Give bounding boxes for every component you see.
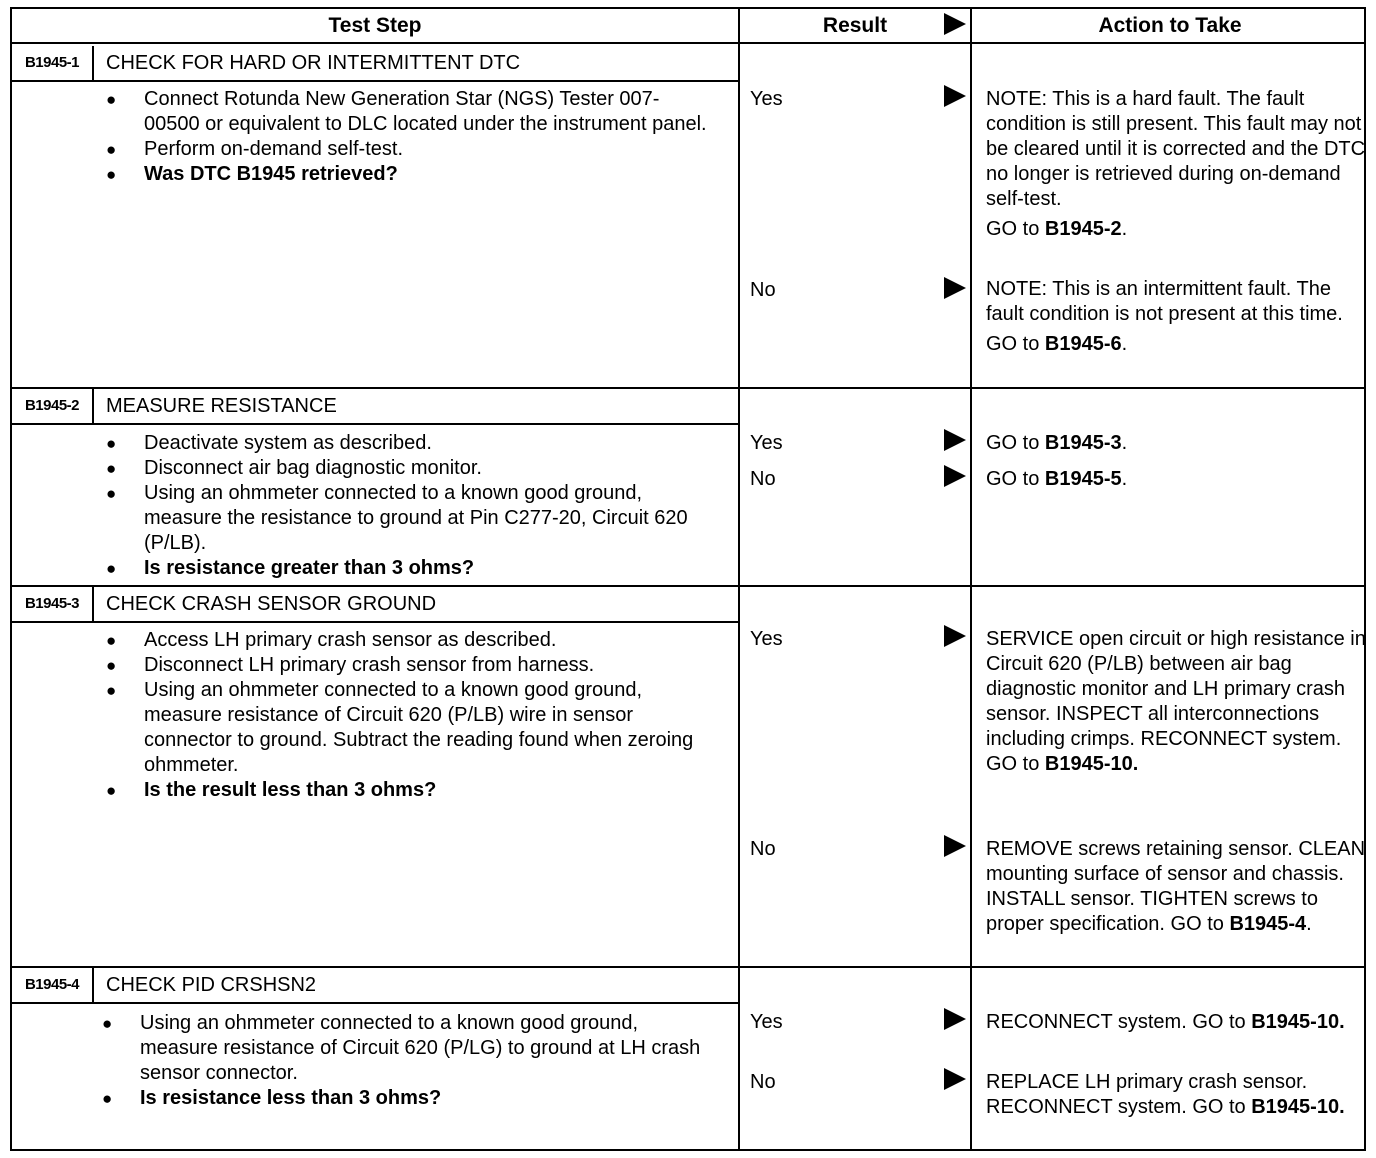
- step-title: CHECK PID CRSHSN2: [106, 974, 317, 996]
- goto-prefix: GO to: [986, 468, 1045, 490]
- step-header: [12, 587, 738, 623]
- action-text: [986, 277, 1366, 357]
- bullet-item: ● Access LH primary crash sensor as described.: [100, 628, 710, 653]
- bullet-item: ● Disconnect LH primary crash sensor from harness.: [100, 653, 710, 678]
- goto-ref: B1945-3: [1044, 432, 1122, 454]
- arrow-right-icon: [944, 1008, 966, 1030]
- goto-suffix: .: [1339, 1011, 1345, 1033]
- step-header: [12, 46, 738, 82]
- step-bullets: [100, 431, 710, 581]
- arrow-right-icon: [944, 13, 966, 35]
- action-goto: [986, 467, 1366, 492]
- result-label: Yes: [750, 432, 783, 454]
- goto-prefix: GO to: [986, 432, 1045, 454]
- header-test-step: Test Step: [328, 14, 422, 37]
- action-text: [986, 87, 1366, 242]
- goto-ref: B1945-10: [1251, 1011, 1340, 1033]
- goto-suffix: .: [1121, 432, 1128, 454]
- bullet-question: ● Is the result less than 3 ohms?: [100, 778, 710, 803]
- step-bullets: [100, 628, 710, 803]
- goto-prefix: GO to: [986, 333, 1045, 355]
- bullet-item: ● Disconnect air bag diagnostic monitor.: [100, 456, 710, 481]
- goto-ref: B1945-2: [1044, 218, 1122, 240]
- result-label: No: [750, 468, 776, 490]
- action-text: [986, 837, 1366, 937]
- action-text: [986, 1010, 1366, 1035]
- result-label: No: [750, 279, 776, 301]
- action-note: REPLACE LH primary crash sensor. RECONNECT system. GO to: [986, 1071, 1308, 1118]
- arrow-right-icon: [944, 277, 966, 299]
- step-id: B1945-2: [12, 389, 94, 423]
- action-text: [986, 627, 1366, 777]
- diagnostic-table: [10, 7, 1366, 1151]
- bullet-question: ● Is resistance greater than 3 ohms?: [100, 556, 710, 581]
- goto-ref: B1945-10: [1251, 1096, 1340, 1118]
- step-header: [12, 968, 738, 1004]
- result-label: Yes: [750, 1011, 783, 1033]
- column-divider-result: [738, 9, 740, 1149]
- step-title: CHECK FOR HARD OR INTERMITTENT DTC: [106, 52, 521, 74]
- header-result: Result: [822, 14, 888, 37]
- action-goto: [986, 431, 1366, 456]
- action-note: SERVICE open circuit or high resistance in Circuit 620 (P/LB) between air bag diagnostic monitor and LH primary crash sensor. INSPECT all interconnections including crimps. RECONNECT system. GO to: [986, 628, 1366, 775]
- goto-suffix: .: [1339, 1096, 1345, 1118]
- action-note: NOTE: This is a hard fault. The fault condition is still present. This fault may not be cleared until it is corrected and the DTC no longer is retrieved during on-demand self-test.: [986, 88, 1366, 210]
- result-label: No: [750, 838, 776, 860]
- goto-suffix: .: [1132, 753, 1139, 775]
- result-label: No: [750, 1071, 776, 1093]
- bullet-item: ● Using an ohmmeter connected to a known good ground, measure resistance of Circuit 620 (P/LB) wire in sensor connector to ground. Subtract the reading found when zeroing ohmmeter.: [100, 678, 710, 778]
- bullet-question: ● Was DTC B1945 retrieved?: [100, 162, 710, 187]
- arrow-right-icon: [944, 835, 966, 857]
- action-text: [986, 1070, 1366, 1120]
- step-bullets: [96, 1011, 716, 1111]
- bullet-item: ● Using an ohmmeter connected to a known good ground, measure the resistance to ground at Pin C277-20, Circuit 620 (P/LB).: [100, 481, 710, 556]
- action-note: REMOVE screws retaining sensor. CLEAN mounting surface of sensor and chassis. INSTALL sensor. TIGHTEN screws to proper specification. GO to: [986, 838, 1366, 935]
- goto-ref: B1945-6: [1044, 333, 1122, 355]
- step-header: [12, 389, 738, 425]
- step-bullets: [100, 87, 710, 187]
- action-note: RECONNECT system. GO to: [986, 1011, 1252, 1033]
- column-divider-action: [970, 9, 972, 1149]
- header-action: Action to Take: [1098, 14, 1242, 37]
- arrow-right-icon: [944, 429, 966, 451]
- bullet-item: ● Perform on-demand self-test.: [100, 137, 710, 162]
- goto-suffix: .: [1306, 913, 1312, 935]
- goto-ref: B1945-10: [1044, 753, 1133, 775]
- arrow-right-icon: [944, 625, 966, 647]
- goto-ref: B1945-4: [1229, 913, 1307, 935]
- step-title: CHECK CRASH SENSOR GROUND: [106, 593, 437, 615]
- bullet-item: ● Connect Rotunda New Generation Star (NGS) Tester 007-00500 or equivalent to DLC located under the instrument panel.: [100, 87, 710, 137]
- action-note: NOTE: This is an intermittent fault. The fault condition is not present at this time.: [986, 278, 1343, 325]
- goto-ref: B1945-5: [1044, 468, 1122, 490]
- goto-suffix: .: [1121, 218, 1128, 240]
- step-title: MEASURE RESISTANCE: [106, 395, 337, 417]
- bullet-question: ● Is resistance less than 3 ohms?: [96, 1086, 716, 1111]
- goto-suffix: .: [1121, 468, 1128, 490]
- arrow-right-icon: [944, 1068, 966, 1090]
- result-label: Yes: [750, 628, 783, 650]
- result-label: Yes: [750, 88, 783, 110]
- bullet-item: ● Deactivate system as described.: [100, 431, 710, 456]
- goto-suffix: .: [1121, 333, 1128, 355]
- step-id: B1945-1: [12, 46, 94, 80]
- arrow-right-icon: [944, 465, 966, 487]
- step-id: B1945-3: [12, 587, 94, 621]
- action-goto: [986, 217, 1366, 242]
- arrow-right-icon: [944, 85, 966, 107]
- step-id: B1945-4: [12, 968, 94, 1002]
- bullet-item: ● Using an ohmmeter connected to a known good ground, measure resistance of Circuit 620 (P/LG) to ground at LH crash sensor connector.: [96, 1011, 716, 1086]
- action-goto: [986, 332, 1366, 357]
- goto-prefix: GO to: [986, 218, 1045, 240]
